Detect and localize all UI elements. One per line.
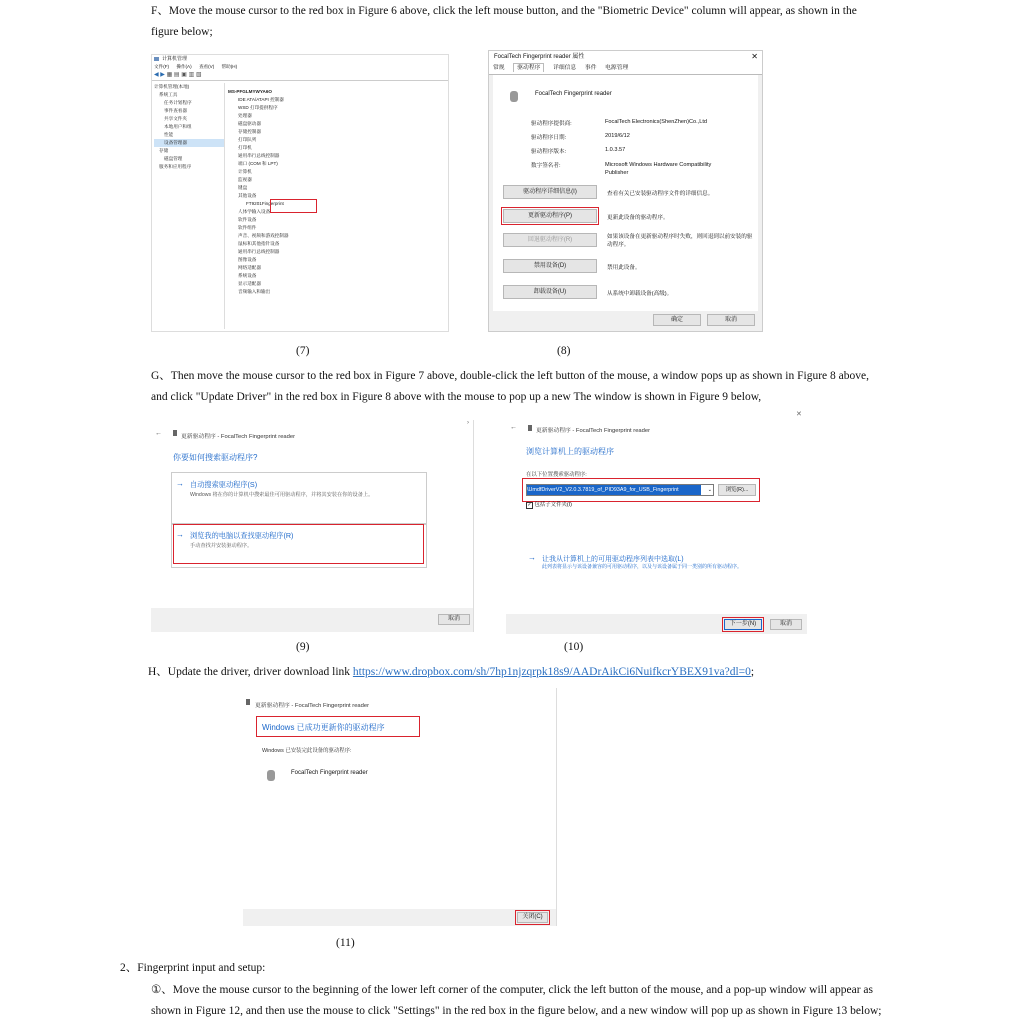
left-tree-item[interactable]: 任务计划程序 xyxy=(164,100,192,105)
cancel-button[interactable]: 取消 xyxy=(438,614,470,625)
fig9-header: 更新驱动程序 - FocalTech Fingerprint reader xyxy=(181,434,296,440)
fig7-menubar xyxy=(152,63,448,71)
back-arrow-icon[interactable]: ← xyxy=(510,424,517,431)
tab-events[interactable]: 事件 xyxy=(584,65,597,71)
device-category[interactable]: 网络适配器 xyxy=(238,265,261,270)
fig9-question: 你要如何搜索驱动程序? xyxy=(173,453,258,462)
left-tree-item[interactable]: 本地用户和组 xyxy=(164,124,192,129)
cancel-button[interactable]: 取消 xyxy=(707,314,755,326)
paragraph-g xyxy=(151,366,891,408)
left-tree-item[interactable]: 计算机管理(本地) xyxy=(154,84,190,89)
tab-power[interactable]: 电源管理 xyxy=(605,65,629,71)
device-category[interactable]: 处理器 xyxy=(238,113,252,118)
action-desc: 查看有关已安装驱动程序文件的详细信息。 xyxy=(607,191,714,197)
fig11-header: 更新驱动程序 - FocalTech Fingerprint reader xyxy=(255,703,370,709)
menu-help[interactable]: 帮助(H) xyxy=(221,64,238,69)
device-category[interactable]: 系统设备 xyxy=(238,273,257,278)
caption-fig9: (9) xyxy=(296,641,310,653)
device-category[interactable]: 存储控制器 xyxy=(238,129,261,134)
fig7-toolbar xyxy=(152,71,448,81)
fig11-highlight-box-close xyxy=(515,910,550,925)
back-arrow-icon[interactable]: ◀ xyxy=(154,72,159,78)
search-location-label: 在以下位置搜索驱动程序: xyxy=(526,472,587,478)
menu-file[interactable]: 文件(F) xyxy=(154,64,170,69)
close-button[interactable]: 关闭(C) xyxy=(517,912,548,923)
device-fingerprint[interactable]: FT9201Fingerprint xyxy=(246,201,284,206)
device-category-other[interactable]: 其他设备 xyxy=(238,193,257,198)
tab-driver[interactable]: 驱动程序 xyxy=(513,63,544,72)
prop-value: Microsoft Windows Hardware Compatibility Publisher xyxy=(605,162,712,176)
left-tree-item[interactable]: 事件查看器 xyxy=(164,108,187,113)
figure-11-update-success xyxy=(243,688,557,926)
device-category[interactable]: 监视器 xyxy=(238,177,252,182)
chevron-down-icon[interactable]: ⌄ xyxy=(707,487,712,493)
disable-device-button[interactable]: 禁用设备(D) xyxy=(503,259,597,273)
paragraph-f-line1: F、Move the mouse cursor to the red box in Figure 6 above, click the left mouse button, and the "Biometric Device" column will appear, as shown in the xyxy=(151,5,857,17)
arrow-right-icon: → xyxy=(176,530,184,539)
fig10-footer xyxy=(506,614,807,634)
browse-computer-desc: 手动查找并安装驱动程序。 xyxy=(190,543,253,549)
prop-key: 驱动程序版本: xyxy=(531,149,567,155)
fig8-tabs xyxy=(489,63,762,75)
fig11-highlight-box xyxy=(256,716,420,737)
update-driver-button[interactable]: 更新驱动程序(P) xyxy=(503,209,597,223)
driver-details-button[interactable]: 驱动程序详细信息(I) xyxy=(503,185,597,199)
paragraph-g-line2: and click "Update Driver" in the red box in Figure 8 above with the mouse to pop up a new The window is shown in Figure 9 below, xyxy=(151,391,762,403)
left-tree-item[interactable]: 磁盘管理 xyxy=(164,156,183,161)
back-arrow-icon[interactable]: ← xyxy=(155,430,162,437)
include-subfolders-label: 包括子文件夹(I) xyxy=(534,502,572,508)
device-category[interactable]: 音频输入和输出 xyxy=(238,289,271,294)
paragraph-f xyxy=(151,1,891,43)
device-root[interactable]: MS-PFGLMYWYA6O xyxy=(228,89,272,94)
fig8-device-name: FocalTech Fingerprint reader xyxy=(535,91,612,97)
arrow-right-icon: → xyxy=(176,479,184,488)
uninstall-device-button[interactable]: 卸载设备(U) xyxy=(503,285,597,299)
driver-path-value: \UmdfDriverV2_V2.0.3.7819_of_PID93A9_for_USB_Fingerprint xyxy=(527,485,701,495)
step-2-heading: 2、Fingerprint input and setup: xyxy=(120,962,266,974)
include-subfolders[interactable] xyxy=(526,500,572,509)
close-icon[interactable]: › xyxy=(467,420,469,426)
device-category[interactable]: 声音、视频和游戏控制器 xyxy=(238,233,289,238)
fig11-footer xyxy=(243,909,556,926)
device-icon xyxy=(246,699,250,705)
device-category[interactable]: 鼠标和其他指针设备 xyxy=(238,241,280,246)
device-category[interactable]: WSD 打印提供程序 xyxy=(238,105,278,110)
fig9-footer xyxy=(151,608,473,632)
caption-fig11: (11) xyxy=(336,937,355,949)
paragraph-h-suffix: ; xyxy=(750,666,755,678)
browse-button[interactable]: 浏览(R)... xyxy=(718,484,756,496)
cancel-button[interactable]: 取消 xyxy=(770,619,802,630)
menu-action[interactable]: 操作(A) xyxy=(176,64,192,69)
next-button[interactable]: 下一步(N) xyxy=(724,619,762,630)
figure-9-update-driver xyxy=(151,420,474,632)
arrow-right-icon: → xyxy=(528,553,536,562)
fig10-title: 浏览计算机上的驱动程序 xyxy=(526,447,614,456)
left-tree-item[interactable]: 性能 xyxy=(164,132,174,137)
fig8-titlebar xyxy=(489,51,762,63)
fig8-panel xyxy=(493,75,758,311)
fig10-highlight-box xyxy=(522,478,760,502)
menu-view[interactable]: 查看(V) xyxy=(198,64,215,69)
caption-fig8: (8) xyxy=(557,345,571,357)
driver-download-link[interactable]: https://www.dropbox.com/sh/7hp1njzqrpk18s9/AADrAikCi6NuifkcrYBEX91va?dl=0 xyxy=(352,666,751,678)
auto-search-desc: Windows 将在你的计算机中搜索最佳可用驱动程序，并将其安装在你的设备上。 xyxy=(190,492,374,498)
close-icon[interactable]: ✕ xyxy=(751,52,758,61)
prop-value: 1.0.3.57 xyxy=(605,147,626,153)
fig7-highlight-box xyxy=(270,199,317,213)
fig8-highlight-box xyxy=(501,207,599,225)
device-category[interactable]: 图像设备 xyxy=(238,257,257,262)
paragraph-h-prefix: H、Update the driver, driver download link xyxy=(148,666,353,678)
fig7-right-tree xyxy=(228,88,444,296)
checkbox-checked-icon[interactable]: ✓ xyxy=(527,502,532,508)
prop-value: 2019/6/12 xyxy=(605,133,630,139)
fingerprint-device-icon xyxy=(267,770,275,781)
left-tree-item[interactable]: 服务和应用程序 xyxy=(159,164,192,169)
action-desc: 从系统中卸载设备(高级)。 xyxy=(607,291,673,297)
tab-general[interactable]: 常规 xyxy=(493,65,505,71)
tab-details[interactable]: 详细信息 xyxy=(553,65,577,71)
pick-driver-link[interactable]: 让我从计算机上的可用驱动程序列表中选取(L) xyxy=(542,556,684,563)
step-2-1-line1: ①、Move the mouse cursor to the beginning of the lower left corner of the computer, click the left button of the mouse, and a pop-up window will appear as xyxy=(151,984,874,996)
close-icon[interactable]: ✕ xyxy=(796,411,802,418)
fig11-installed: Windows 已安装完此设备的驱动程序: xyxy=(262,748,352,754)
fig9-highlight-box xyxy=(173,524,424,564)
browse-computer-title: 浏览我的电脑以查找驱动程序(R) xyxy=(190,531,294,540)
fig10-header: 更新驱动程序 - FocalTech Fingerprint reader xyxy=(536,428,651,434)
device-category[interactable]: 键盘 xyxy=(238,185,248,190)
ok-button[interactable]: 确定 xyxy=(653,314,701,326)
device-category[interactable]: 人体学输入设备 xyxy=(238,209,271,214)
device-category[interactable]: 软件设备 xyxy=(238,217,257,222)
caption-fig10: (10) xyxy=(564,641,584,653)
fig7-titlebar xyxy=(152,55,448,63)
rollback-driver-button[interactable]: 回退驱动程序(R) xyxy=(503,233,597,247)
paragraph-h xyxy=(148,662,908,683)
step-2-1 xyxy=(151,980,891,1022)
fig10-highlight-box xyxy=(722,617,764,632)
left-tree-item-device-manager[interactable]: 设备管理器 xyxy=(154,139,224,147)
device-icon xyxy=(173,430,177,436)
device-category[interactable]: 通用串行总线控制器 xyxy=(238,249,280,254)
fig11-device-name: FocalTech Fingerprint reader xyxy=(291,770,368,776)
auto-search-title: 自动搜索驱动程序(S) xyxy=(190,480,258,489)
prop-key: 驱动程序日期: xyxy=(531,135,567,141)
toolbar-grid-icon[interactable]: ▦ ▤ ▣ ▥ ▧ xyxy=(166,72,202,78)
fig7-title: 计算机管理 xyxy=(162,56,188,62)
left-tree-item[interactable]: 系统工具 xyxy=(159,92,178,97)
fingerprint-device-icon xyxy=(510,91,518,102)
fig8-title: FocalTech Fingerprint reader 属性 xyxy=(494,54,585,60)
figure-7-computer-management xyxy=(151,54,449,332)
action-desc: 禁用此设备。 xyxy=(607,265,641,271)
device-category[interactable]: 通用串行总线控制器 xyxy=(238,153,280,158)
fig11-success: Windows 已成功更新你的驱动程序 xyxy=(262,723,385,732)
caption-fig7: (7) xyxy=(296,345,310,357)
action-desc: 如果该设备在更新驱动程序时失败，则回退到以前安装的驱动程序。 xyxy=(607,234,753,248)
device-category[interactable]: 端口 (COM 和 LPT) xyxy=(238,161,278,166)
figure-10-browse-driver xyxy=(506,408,807,634)
left-tree-item[interactable]: 存储 xyxy=(159,148,169,153)
device-category[interactable]: IDE ATA/ATAPI 控制器 xyxy=(238,97,284,102)
step-2-1-line2: shown in Figure 12, and then use the mouse to click "Settings" in the red box in the figure below, and a new window will pop up as shown in Figure 13 below; xyxy=(151,1005,882,1017)
action-desc: 更新此设备的驱动程序。 xyxy=(607,215,669,221)
figure-8-properties-dialog xyxy=(488,50,763,332)
pick-driver-desc: 此列表将显示与该设备兼容的可用驱动程序，以及与该设备属于同一类别的所有驱动程序。 xyxy=(542,564,743,570)
paragraph-f-line2: figure below; xyxy=(151,26,213,38)
device-category[interactable]: 软件组件 xyxy=(238,225,257,230)
auto-search-option[interactable] xyxy=(171,472,427,524)
fig7-left-tree xyxy=(154,83,225,329)
device-category[interactable]: 打印队列 xyxy=(238,137,257,142)
computer-icon xyxy=(154,57,159,61)
device-icon xyxy=(528,425,532,431)
device-category[interactable]: 计算机 xyxy=(238,169,252,174)
device-category[interactable]: 显示适配器 xyxy=(238,281,261,286)
paragraph-g-line1: G、Then move the mouse cursor to the red box in Figure 7 above, double-click the left button of the mouse, a window pops up as shown in Figure 8 above, xyxy=(151,370,869,382)
left-tree-item[interactable]: 共享文件夹 xyxy=(164,116,187,121)
device-category[interactable]: 打印机 xyxy=(238,145,252,150)
forward-arrow-icon[interactable]: ▶ xyxy=(160,72,165,78)
device-category[interactable]: 磁盘驱动器 xyxy=(238,121,261,126)
prop-key: 数字签名者: xyxy=(531,163,561,169)
prop-value: FocalTech Electronics(ShenZhen)Co.,Ltd xyxy=(605,119,707,125)
prop-key: 驱动程序提供商: xyxy=(531,121,572,127)
